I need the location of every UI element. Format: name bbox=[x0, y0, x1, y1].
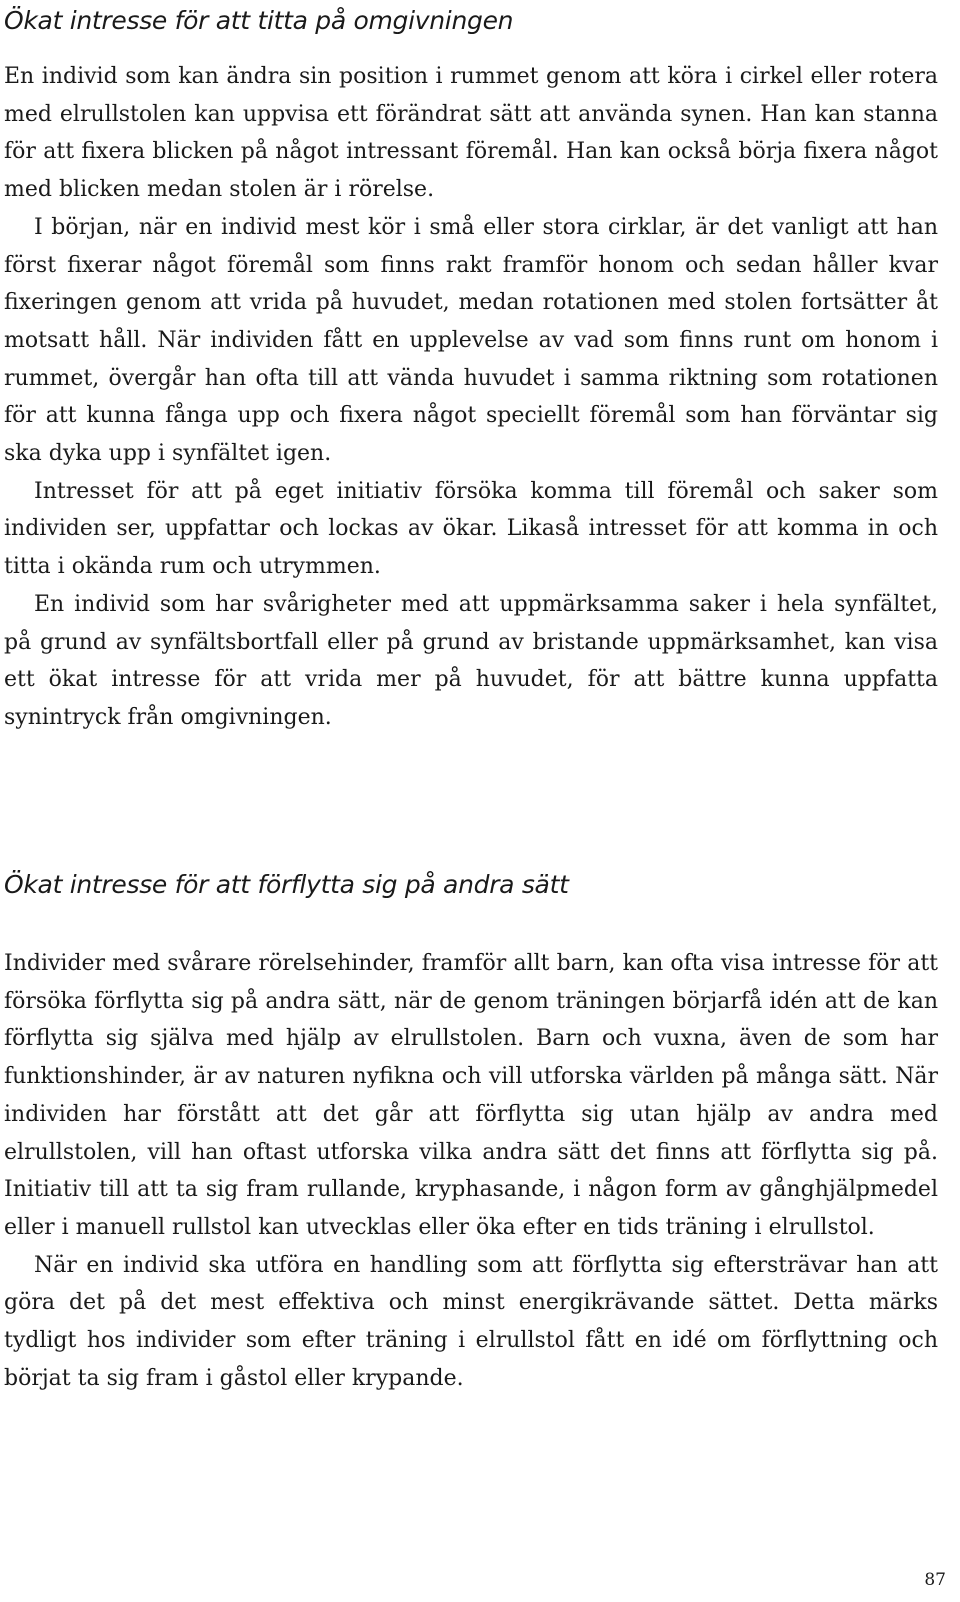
section-heading-omgivningen: Ökat intresse för att titta på omgivningen bbox=[4, 6, 514, 35]
paragraph: I början, när en individ mest kör i små eller stora cirklar, är det vanligt att han först fixerar något föremål som finns rakt framför honom och sedan håller kvar fixeringen genom att vrida på huvudet, medan rotationen med stolen fortsätter åt motsatt håll. När individen fått en upplevelse av vad som finns runt om honom i rummet, övergår han ofta till att vända huvudet i samma riktning som rotationen för att kunna fånga upp och fixera något speciellt föremål som han förväntar sig ska dyka upp i synfältet igen. bbox=[4, 214, 938, 467]
section-heading-forflytta: Ökat intresse för att förflytta sig på andra sätt bbox=[4, 870, 569, 899]
page-number: 87 bbox=[924, 1570, 946, 1590]
paragraph: En individ som har svårigheter med att uppmärksamma saker i hela synfältet, på grund av synfältsbortfall eller på grund av bristande uppmärksamhet, kan visa ett ökat intresse för att vrida mer på huvudet, för att bättre kunna uppfatta synintryck från omgivningen. bbox=[4, 591, 938, 730]
section-body-forflytta bbox=[4, 945, 938, 1397]
section-body-omgivningen bbox=[4, 58, 938, 737]
paragraph: Individer med svårare rörelsehinder, framför allt barn, kan ofta visa intresse för att försöka förflytta sig på andra sätt, när de genom träningen börjarfå idén att de kan förflytta sig själva med hjälp av elrullstolen. Barn och vuxna, även de som har funktionshinder, är av naturen nyfikna och vill utforska världen på många sätt. När individen har förstått att det går att förflytta sig utan hjälp av andra med elrullstolen, vill han oftast utforska vilka andra sätt det finns att förflytta sig på. Initiativ till att ta sig fram rullande, kryphasande, i någon form av gånghjälpmedel eller i manuell rullstol kan utvecklas eller öka efter en tids träning i elrullstol. bbox=[4, 951, 938, 1240]
paragraph: Intresset för att på eget initiativ försöka komma till föremål och saker som individen ser, uppfattar och lockas av ökar. Likaså intresset för att komma in och titta i okända rum och utrymmen. bbox=[4, 478, 938, 580]
paragraph: En individ som kan ändra sin position i rummet genom att köra i cirkel eller rotera med elrullstolen kan uppvisa ett förändrat sätt att använda synen. Han kan stanna för att fixera blicken på något intressant föremål. Han kan också börja fixera något med blicken medan stolen är i rörelse. bbox=[4, 64, 938, 203]
paragraph: När en individ ska utföra en handling som att förflytta sig eftersträvar han att göra det på det mest effektiva och minst energikrävande sättet. Detta märks tydligt hos individer som efter träning i elrullstol fått en idé om förflyttning och börjat ta sig fram i gåstol eller krypande. bbox=[4, 1252, 938, 1391]
